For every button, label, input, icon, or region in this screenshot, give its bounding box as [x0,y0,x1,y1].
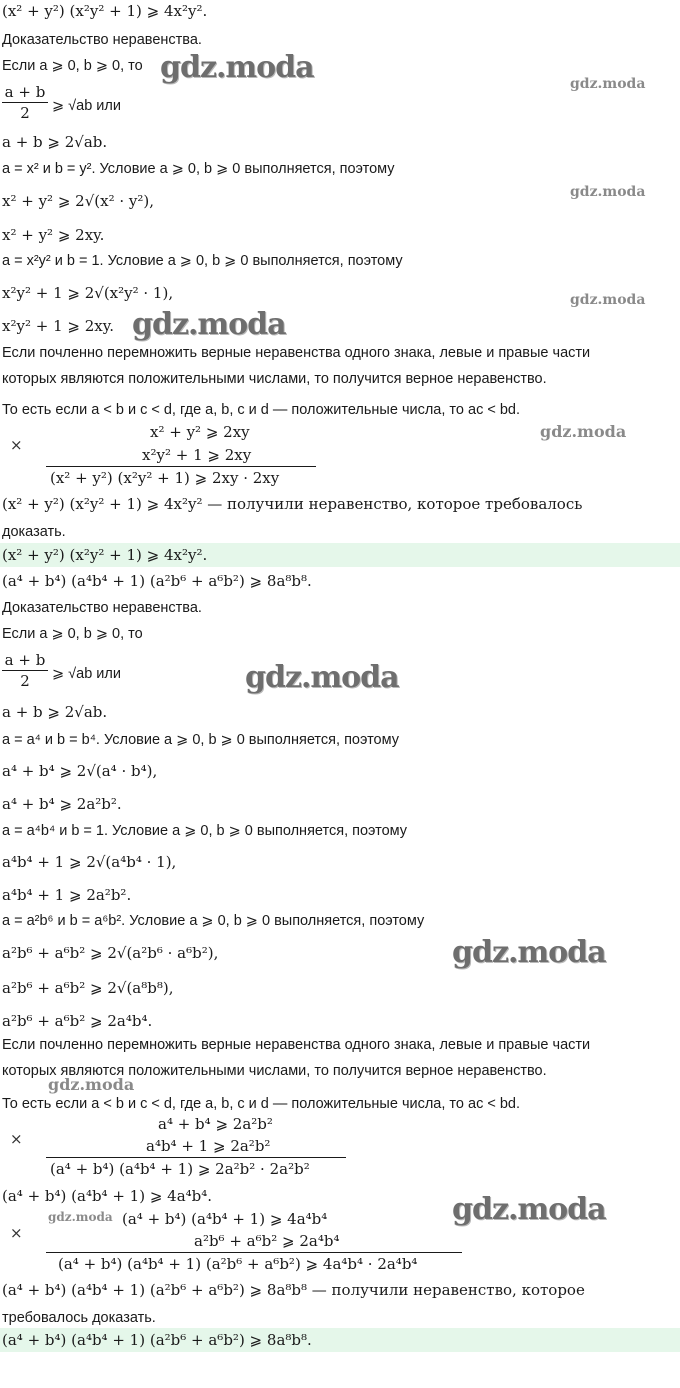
part2-ineq-2: a⁴ + b⁴ ⩾ 2a²b². [2,795,122,813]
part1-substitution-2: a = x²y² и b = 1. Условие a ⩾ 0, b ⩾ 0 выполняется, поэтому [2,253,403,269]
part2-ineq-6: a²b⁶ + a⁶b² ⩾ 2√(a⁸b⁸), [2,979,174,997]
part2-fraction-rest: ⩾ √ab или [52,666,121,682]
part2-m2-rule [46,1252,462,1253]
part2-substitution-1: a = a⁴ и b = b⁴. Условие a ⩾ 0, b ⩾ 0 выполняется, поэтому [2,732,399,748]
fraction-denominator: 2 [20,672,30,690]
part1-conclusion-2: доказать. [2,524,66,540]
watermark-logo: gdz.moda [570,292,646,308]
part1-condition: Если a ⩾ 0, b ⩾ 0, то [2,58,143,74]
multiply-sign: × [10,1130,23,1148]
part1-answer: (x² + y²) (x²y² + 1) ⩾ 4x²y². [2,546,208,564]
part2-m1-result: (a⁴ + b⁴) (a⁴b⁴ + 1) ⩾ 2a²b² · 2a²b² [50,1160,310,1178]
watermark-logo: gdz.moda [452,935,606,970]
watermark-logo: gdz.moda [48,1075,135,1094]
part1-rule-3: То есть если a < b и c < d, где a, b, c и d — положительные числа, то ac < bd. [2,402,520,418]
part2-m1-simplified: (a⁴ + b⁴) (a⁴b⁴ + 1) ⩾ 4a⁴b⁴. [2,1187,213,1205]
part2-answer: (a⁴ + b⁴) (a⁴b⁴ + 1) (a²b⁶ + a⁶b²) ⩾ 8a⁸b⁸. [2,1331,312,1349]
part2-m1-rule [46,1157,346,1158]
part2-ineq-5: a²b⁶ + a⁶b² ⩾ 2√(a²b⁶ · a⁶b²), [2,944,219,962]
part2-fraction [2,650,48,691]
part1-heading: (x² + y²) (x²y² + 1) ⩾ 4x²y². [2,2,208,20]
part2-rule-1: Если почленно перемножить верные неравенства одного знака, левые и правые части [2,1037,591,1053]
fraction-numerator: a + b [4,651,46,669]
part1-rule-2: которых являются положительными числами, то получится верное неравенство. [2,371,547,387]
part1-mult-result: (x² + y²) (x²y² + 1) ⩾ 2xy · 2xy [50,469,280,487]
part1-ineq-3: x²y² + 1 ⩾ 2√(x²y² · 1), [2,284,174,302]
watermark-logo: gdz.moda [570,76,646,92]
part1-conclusion-1: (x² + y²) (x²y² + 1) ⩾ 4x²y² — получили неравенство, которое требовалось [2,495,583,513]
part1-ineq-4: x²y² + 1 ⩾ 2xy. [2,317,114,335]
part1-rule-1: Если почленно перемножить верные неравенства одного знака, левые и правые части [2,345,591,361]
part2-substitution-2: a = a⁴b⁴ и b = 1. Условие a ⩾ 0, b ⩾ 0 выполняется, поэтому [2,823,408,839]
part1-mult-row-1: x² + y² ⩾ 2xy [150,423,250,441]
part2-m2-row-2: a²b⁶ + a⁶b² ⩾ 2a⁴b⁴ [194,1232,340,1250]
multiply-sign: × [10,1224,23,1242]
part1-ineq-2: x² + y² ⩾ 2xy. [2,226,105,244]
part1-mult-row-2: x²y² + 1 ⩾ 2xy [142,446,252,464]
part2-proof-title: Доказательство неравенства. [2,600,202,616]
part1-fraction [2,82,48,123]
part2-substitution-3: a = a²b⁶ и b = a⁶b². Условие a ⩾ 0, b ⩾ 0 выполняется, поэтому [2,913,425,929]
part2-m1-row-2: a⁴b⁴ + 1 ⩾ 2a²b² [146,1137,271,1155]
part1-ineq-1: x² + y² ⩾ 2√(x² · y²), [2,192,155,210]
part1-cauchy: a + b ⩾ 2√ab. [2,133,108,151]
part2-m2-result: (a⁴ + b⁴) (a⁴b⁴ + 1) (a²b⁶ + a⁶b²) ⩾ 4a⁴b⁴ · 2a⁴b⁴ [58,1255,418,1273]
watermark-logo: gdz.moda [540,422,627,441]
watermark-logo: gdz.moda [48,1210,113,1224]
fraction-denominator: 2 [20,104,30,122]
part2-rule-2: которых являются положительными числами, то получится верное неравенство. [2,1063,547,1079]
part2-conclusion-1: (a⁴ + b⁴) (a⁴b⁴ + 1) (a²b⁶ + a⁶b²) ⩾ 8a⁸b⁸ — получили неравенство, которое [2,1281,585,1299]
watermark-logo: gdz.moda [452,1192,606,1227]
watermark-logo: gdz.moda [570,184,646,200]
part1-mult-rule [46,466,316,467]
part2-condition: Если a ⩾ 0, b ⩾ 0, то [2,626,143,642]
part2-ineq-4: a⁴b⁴ + 1 ⩾ 2a²b². [2,886,132,904]
part1-fraction-rest: ⩾ √ab или [52,98,121,114]
part2-cauchy: a + b ⩾ 2√ab. [2,703,108,721]
watermark-logo: gdz.moda [245,660,399,695]
watermark-logo: gdz.moda [132,307,286,342]
part2-conclusion-2: требовалось доказать. [2,1310,156,1326]
part2-rule-3: То есть если a < b и c < d, где a, b, c и d — положительные числа, то ac < bd. [2,1096,520,1112]
part1-substitution-1: a = x² и b = y². Условие a ⩾ 0, b ⩾ 0 выполняется, поэтому [2,161,395,177]
part2-ineq-1: a⁴ + b⁴ ⩾ 2√(a⁴ · b⁴), [2,762,158,780]
part2-m2-row-1: (a⁴ + b⁴) (a⁴b⁴ + 1) ⩾ 4a⁴b⁴ [122,1210,328,1228]
part2-m1-row-1: a⁴ + b⁴ ⩾ 2a²b² [158,1115,273,1133]
part2-ineq-3: a⁴b⁴ + 1 ⩾ 2√(a⁴b⁴ · 1), [2,853,177,871]
part2-heading: (a⁴ + b⁴) (a⁴b⁴ + 1) (a²b⁶ + a⁶b²) ⩾ 8a⁸b⁸. [2,572,312,590]
part2-ineq-7: a²b⁶ + a⁶b² ⩾ 2a⁴b⁴. [2,1012,153,1030]
part1-proof-title: Доказательство неравенства. [2,32,202,48]
fraction-numerator: a + b [4,83,46,101]
watermark-logo: gdz.moda [160,50,314,85]
multiply-sign: × [10,436,23,454]
